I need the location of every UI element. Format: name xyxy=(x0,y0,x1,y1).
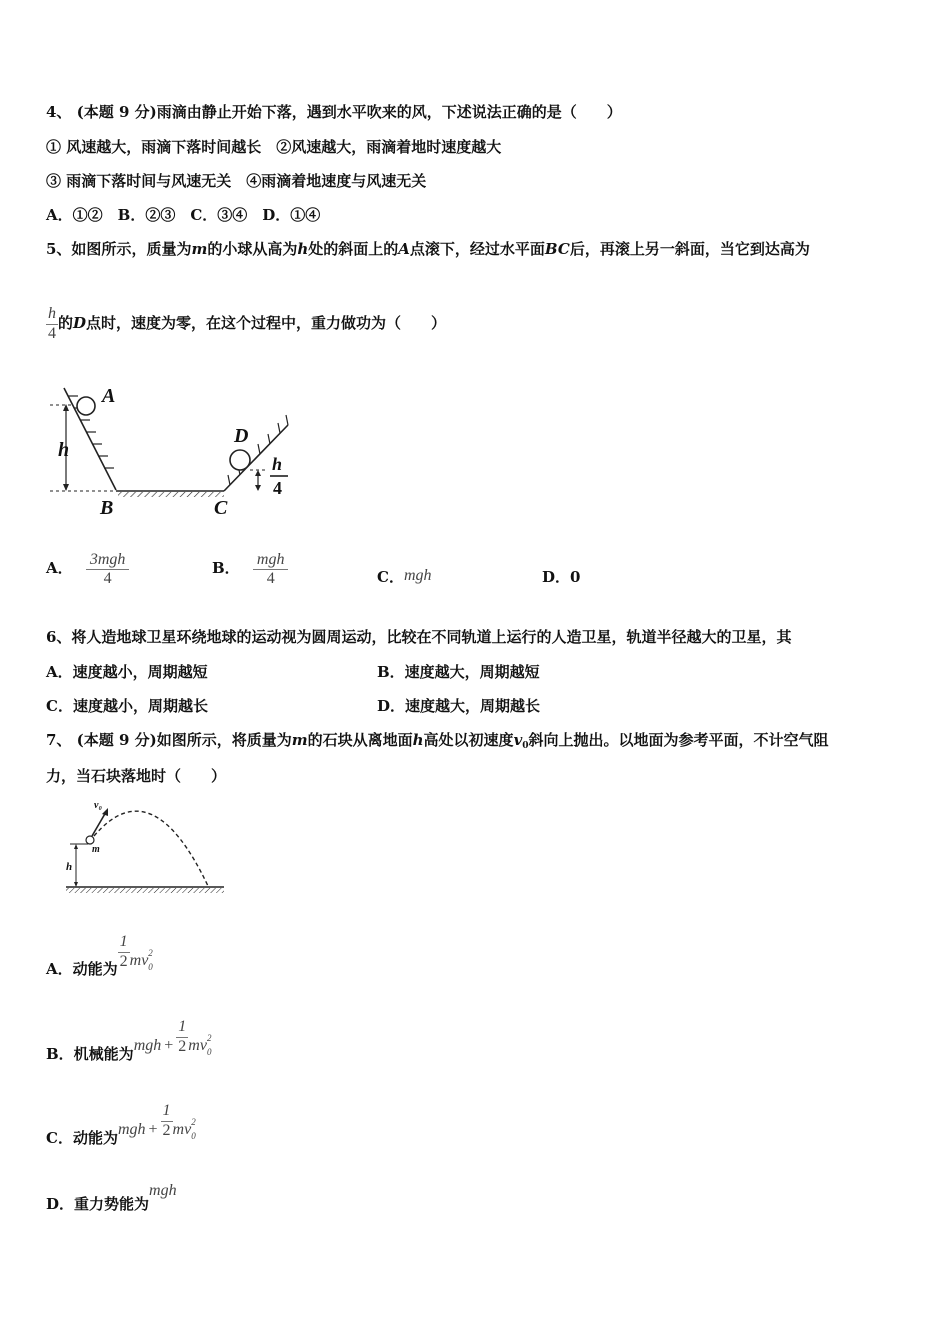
formula-plus: + xyxy=(164,1037,174,1054)
formula-plus: + xyxy=(148,1121,158,1138)
formula-mv: mv xyxy=(188,1037,207,1054)
q5-stem-line2 xyxy=(46,303,446,343)
q6-option-d[interactable]: D．速度越大，周期越长 xyxy=(377,697,541,715)
option-label: C．动能为 xyxy=(46,1129,118,1147)
formula-sub: 0 xyxy=(206,1047,212,1057)
frac-numerator: 1 xyxy=(176,1018,188,1038)
q4-statement-4: ④雨滴着地速度与风速无关 xyxy=(246,172,427,190)
q7-stem-text: 高处以初速度 xyxy=(423,731,514,749)
q7-stem-text: 斜向上抛出。以地面为参考平面，不计空气阻 xyxy=(528,731,829,749)
option-d-value: 0 xyxy=(570,568,581,586)
q5-var-m: m xyxy=(191,240,208,258)
q4-statements-2 xyxy=(46,171,426,191)
q4-statement-1: ① 风速越大，雨滴下落时间越长 xyxy=(46,138,262,156)
q5-stem-text: 的 xyxy=(58,314,74,332)
q4-stem: 4、 (本题 9 分)雨滴由静止开始下落，遇到水平吹来的风，下述说法正确的是（ ） xyxy=(46,103,622,121)
q5-var-A: A xyxy=(398,240,410,258)
q5-option-d[interactable] xyxy=(542,566,580,587)
q7-var-v: v xyxy=(513,731,523,749)
q7-option-b[interactable]: B．机械能为mgh + $\frac{1}{2}$ $mv2^0$ xyxy=(46,1018,212,1063)
option-label: D．重力势能为 xyxy=(46,1195,150,1213)
half-fraction xyxy=(161,1102,173,1140)
option-label: C． xyxy=(377,568,404,586)
q6-option-c[interactable]: C．速度越小，周期越长 xyxy=(46,697,208,715)
q7-option-a[interactable]: A．动能为 $\frac{1}{2}$ $mv2^0$ xyxy=(46,933,153,978)
q7-option-c[interactable]: C．动能为mgh + $\frac{1}{2}$ $mv2^0$ xyxy=(46,1102,196,1147)
frac-numerator: h xyxy=(46,305,58,325)
formula-mgh: mgh xyxy=(149,1182,177,1199)
frac-denominator: 4 xyxy=(103,569,112,587)
label-c: C xyxy=(214,497,228,519)
q5-var-BC: BC xyxy=(544,240,570,258)
q6-stem: 6、将人造地球卫星环绕地球的运动视为圆周运动，比较在不同轨道上运行的人造卫星，轨道半径越大的卫星，其 xyxy=(46,628,792,646)
label-h4-den: 4 xyxy=(273,478,282,498)
q5-option-c[interactable] xyxy=(377,566,432,587)
option-b-fraction xyxy=(253,551,289,588)
formula-sub: 0 xyxy=(191,1131,196,1141)
option-a-fraction xyxy=(86,551,130,588)
q4-options: A．①② B．②③ C．③④ D．①④ xyxy=(46,206,321,224)
q7-label-v0: v₀ xyxy=(94,800,102,811)
frac-denominator: 4 xyxy=(48,325,56,342)
q5-option-b[interactable] xyxy=(212,546,288,590)
option-label: B．机械能为 xyxy=(46,1045,134,1063)
ball-a xyxy=(77,397,95,415)
q7-var-v-sub: 0 xyxy=(522,741,529,751)
frac-denominator: 4 xyxy=(266,569,275,587)
q7-var-h: h xyxy=(412,731,424,749)
option-label: D． xyxy=(542,568,571,586)
q7-var-m: m xyxy=(291,731,308,749)
frac-numerator: 3mgh xyxy=(86,551,130,570)
q4-statement-2: ②风速越大，雨滴着地时速度越大 xyxy=(276,138,502,156)
q5-stem-text: 点时，速度为零，在这个过程中，重力做功为（ ） xyxy=(86,314,447,332)
formula-mv: mv xyxy=(172,1121,192,1138)
ball-d xyxy=(230,450,250,470)
frac-numerator: 1 xyxy=(118,933,130,953)
q4-statement-3: ③ 雨滴下落时间与风速无关 xyxy=(46,172,232,190)
option-label: A．动能为 xyxy=(46,960,118,978)
q5-var-h: h xyxy=(297,240,309,258)
q5-stem-text: 5、如图所示，质量为 xyxy=(46,240,192,258)
q6-option-b[interactable]: B．速度越大，周期越短 xyxy=(377,663,540,681)
frac-denominator: 2 xyxy=(178,1038,187,1055)
q5-stem-text: 后，再滚上另一斜面，当它到达高为 xyxy=(569,240,810,258)
q5-stem-text: 点滚下，经过水平面 xyxy=(409,240,545,258)
label-d: D xyxy=(234,425,249,447)
half-fraction xyxy=(176,1018,188,1056)
q7-label-h: h xyxy=(66,861,73,873)
option-c-formula: mgh xyxy=(403,567,432,584)
q4-statements-1 xyxy=(46,137,501,157)
frac-numerator: 1 xyxy=(161,1102,173,1122)
option-label: A． xyxy=(46,559,73,577)
q5-option-a[interactable] xyxy=(46,546,129,590)
q5-stem-line1 xyxy=(46,239,810,259)
q5-frac-h4 xyxy=(46,305,58,343)
q7-stem-line2: 力，当石块落地时（ ） xyxy=(46,767,227,785)
label-a: A xyxy=(102,385,116,407)
formula-sub: 0 xyxy=(148,962,153,972)
formula-mgh: mgh xyxy=(117,1121,146,1138)
q5-var-D: D xyxy=(73,314,87,332)
label-h4-num: h xyxy=(272,454,283,474)
label-b: B xyxy=(100,497,114,519)
q7-stem-line1 xyxy=(46,730,829,756)
formula-mv: mv xyxy=(129,952,149,969)
trajectory xyxy=(94,811,208,886)
velocity-arrow xyxy=(92,812,106,836)
half-fraction xyxy=(118,933,130,971)
q7-stem-text: 7、 (本题 9 分)如图所示，将质量为 xyxy=(46,731,292,749)
q5-incline-figure xyxy=(44,378,296,523)
q5-stem-text: 处的斜面上的 xyxy=(308,240,399,258)
q7-stem-text: 的石块从离地面 xyxy=(307,731,413,749)
q6-option-a[interactable]: A．速度越小，周期越短 xyxy=(46,663,208,681)
q7-projectile-figure xyxy=(62,798,228,900)
frac-denominator: 2 xyxy=(162,1122,171,1139)
q7-label-m: m xyxy=(92,844,100,855)
frac-denominator: 2 xyxy=(119,953,128,970)
q5-stem-text: 的小球从高为 xyxy=(207,240,298,258)
label-h: h xyxy=(58,439,70,461)
formula-mgh: mgh xyxy=(133,1037,162,1054)
q7-option-d[interactable] xyxy=(46,1184,177,1225)
frac-numerator: mgh xyxy=(253,551,289,570)
option-label: B． xyxy=(212,559,240,577)
stone xyxy=(86,836,94,844)
